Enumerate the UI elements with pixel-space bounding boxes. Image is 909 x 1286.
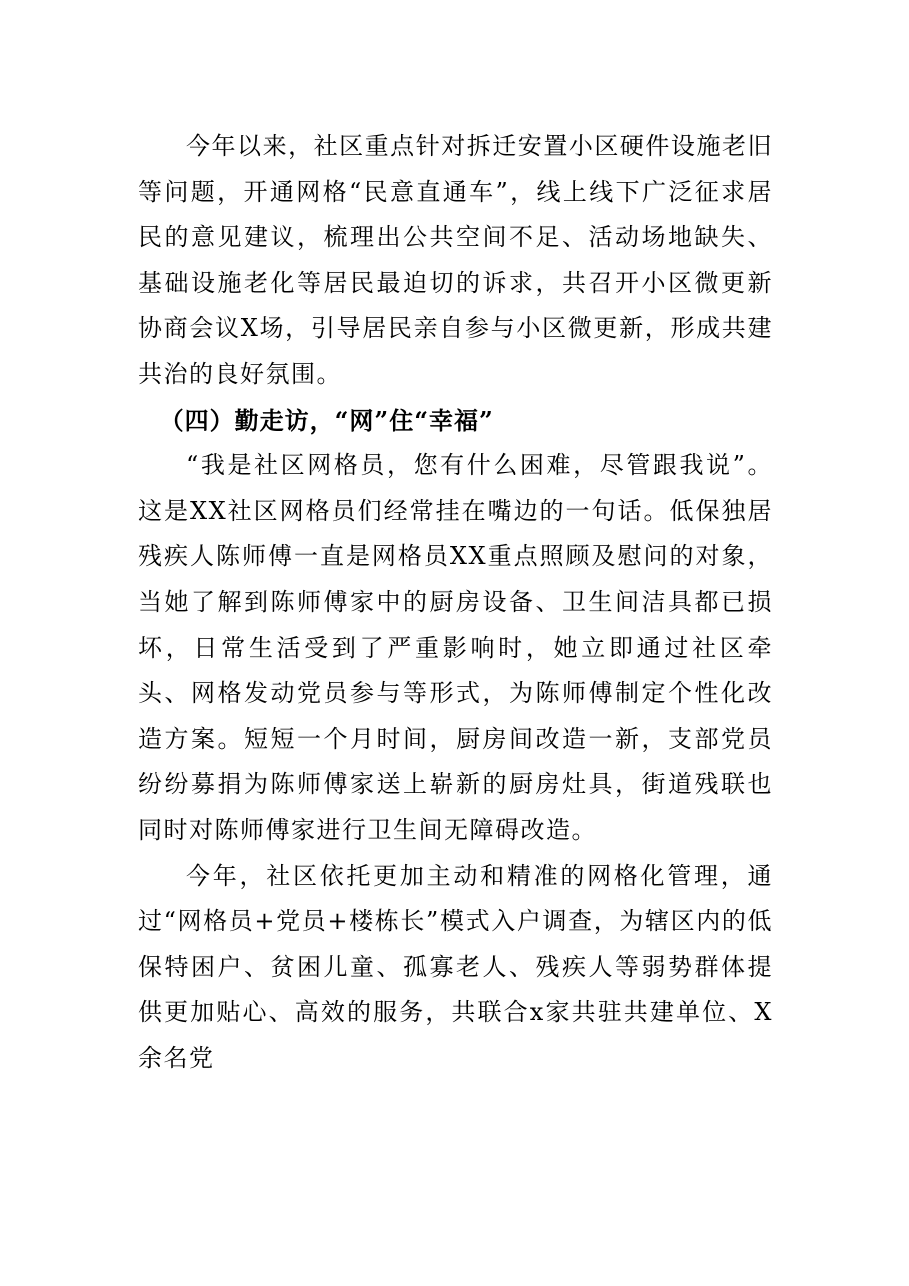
paragraph-community-renewal: 今年以来，社区重点针对拆迁安置小区硬件设施老旧等问题，开通网格“民意直通车”，线上线下广泛征求居民的意见建议，梳理出公共空间不足、活动场地缺失、基础设施老化等居民最迫切的诉求，共召开小区微更新协商会议X场，引导居民亲自参与小区微更新，形成共建共治的良好氛围。 bbox=[138, 132, 773, 388]
document-body bbox=[138, 124, 773, 1081]
paragraph-grid-worker-story: “我是社区网格员，您有什么困难，尽管跟我说”。这是XX社区网格员们经常挂在嘴边的一句话。低保独居残疾人陈师傅一直是网格员XX重点照顾及慰问的对象，当她了解到陈师傅家中的厨房设备、卫生间洁具都已损坏，日常生活受到了严重影响时，她立即通过社区牵头、网格发动党员参与等形式，为陈师傅制定个性化改造方案。短短一个月时间，厨房间改造一新，支部党员纷纷募捐为陈师傅家送上崭新的厨房灶具，街道残联也同时对陈师傅家进行卫生间无障碍改造。 bbox=[138, 451, 773, 844]
paragraph-grid-management: 今年，社区依托更加主动和精准的网格化管理，通过“网格员+党员+楼栋长”模式入户调查，为辖区内的低保特困户、贫困儿童、孤寡老人、残疾人等弱势群体提供更加贴心、高效的服务，共联合x家共驻共建单位、X余名党 bbox=[138, 861, 773, 1072]
section-heading-visits: （四）勤走访，“网”住“幸福” bbox=[159, 405, 494, 435]
